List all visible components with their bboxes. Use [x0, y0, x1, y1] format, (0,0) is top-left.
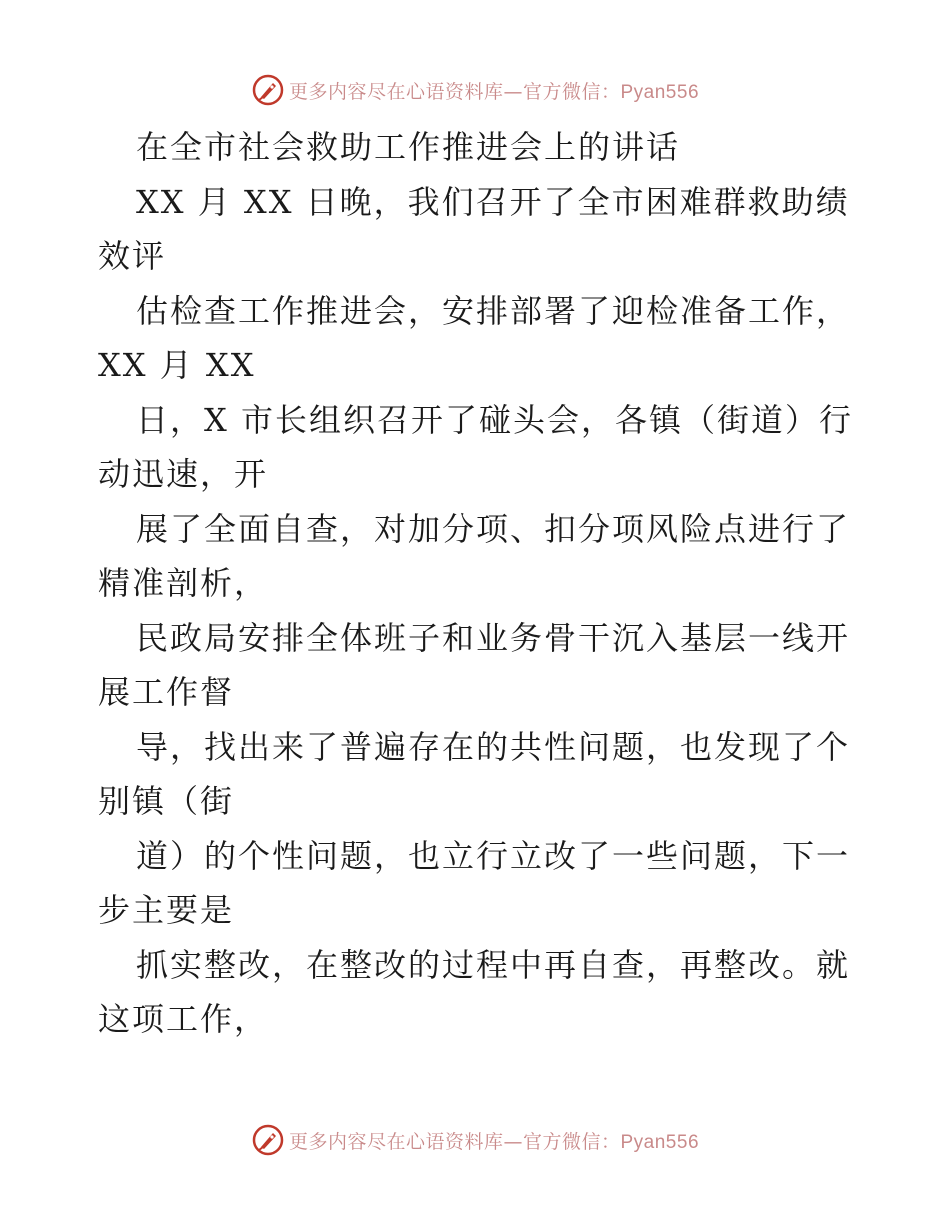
document-body	[98, 120, 858, 1047]
header-banner-text: 更多内容尽在心语资料库—官方微信：Pyan556	[288, 80, 700, 103]
footer-banner	[0, 1120, 950, 1160]
document-title: 在全市社会救助工作推进会上的讲话	[136, 128, 681, 166]
footer-wechat-id: Pyan556	[620, 1131, 700, 1153]
paragraph-line: 估检查工作推进会，安排部署了迎检准备工作，	[136, 291, 851, 330]
paragraph-line: 民政局安排全体班子和业务骨干沉入基层一线开	[136, 618, 851, 657]
paragraph-line: 抓实整改，在整改的过程中再自查，再整改。就	[136, 945, 851, 984]
header-wechat-id: Pyan556	[620, 81, 700, 103]
paragraph-line: XX 月 XX 日晚，我们召开了全市困难群救助绩	[136, 182, 850, 221]
pen-nib-logo-icon	[251, 73, 285, 107]
paragraph-line: 展了全面自查，对加分项、扣分项风险点进行了	[136, 509, 851, 548]
footer-banner-text: 更多内容尽在心语资料库—官方微信：Pyan556	[288, 1130, 700, 1153]
paragraph-line: 道）的个性问题，也立行立改了一些问题，下一	[136, 836, 851, 875]
paragraph-line: 日，X 市长组织召开了碰头会，各镇（街道）行	[136, 400, 853, 439]
paragraph-line: 精准剖析，	[98, 564, 269, 602]
paragraph-line: 这项工作，	[98, 1000, 269, 1038]
header-banner	[0, 70, 950, 110]
paragraph-line: XX 月 XX	[98, 346, 256, 384]
pen-nib-logo-icon	[251, 1123, 285, 1157]
paragraph-line: 展工作督	[98, 673, 235, 711]
paragraph-line: 效评	[98, 237, 167, 275]
paragraph-line: 步主要是	[98, 891, 235, 929]
paragraph-line: 动迅速，开	[98, 455, 269, 493]
paragraph-line: 别镇（街	[98, 782, 235, 820]
paragraph-line: 导，找出来了普遍存在的共性问题，也发现了个	[136, 727, 851, 766]
